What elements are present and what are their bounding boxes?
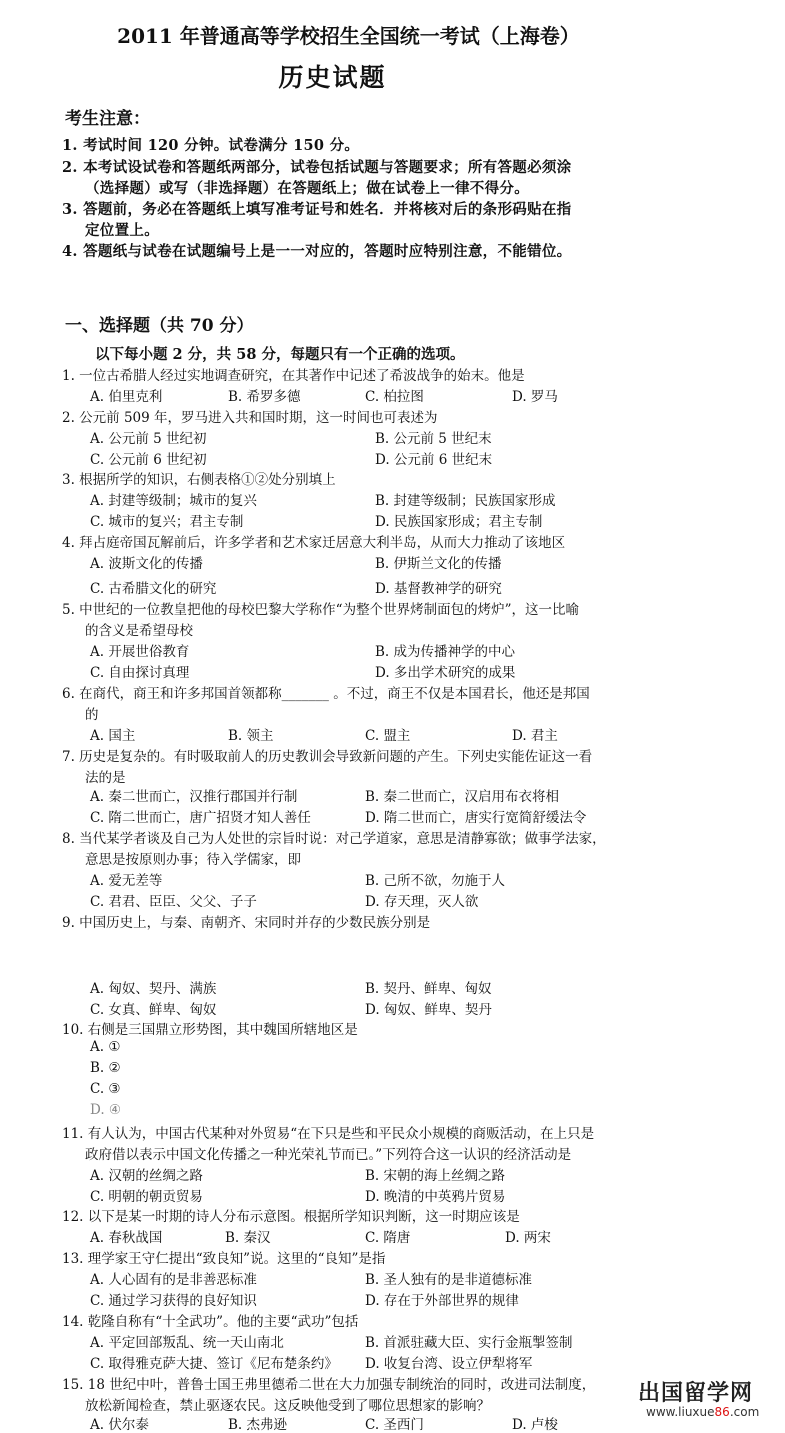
option-c: C. 明朝的朝贡贸易 <box>90 1189 203 1205</box>
option-b: B. 契丹、鲜卑、匈奴 <box>365 981 492 997</box>
notice-item: 2. 本考试设试卷和答题纸两部分，试卷包括试题与答题要求；所有答题必须涂 <box>62 159 572 176</box>
question-stem: 3. 根据所学的知识，右侧表格①②处分别填上 <box>62 472 336 488</box>
question-stem: 6. 在商代，商王和许多邦国首领都称_______ 。不过，商王不仅是本国君长，他还是邦国 <box>62 686 590 702</box>
section-title: 一、选择题（共 70 分） <box>65 316 254 336</box>
option-a: A. 国主 <box>90 728 136 744</box>
option-a: A. 波斯文化的传播 <box>90 556 203 572</box>
question-stem: 1. 一位古希腊人经过实地调查研究，在其著作中记述了希波战争的始末。他是 <box>62 368 525 384</box>
site-watermark <box>610 1373 785 1427</box>
question-stem-continued: 放松新闻检查，禁止驱逐农民。这反映他受到了哪位思想家的影响？ <box>85 1398 490 1414</box>
option-d: D. 晚清的中英鸦片贸易 <box>365 1189 506 1205</box>
option-d: D. 卢梭 <box>512 1417 558 1433</box>
exam-title: 2011 年普通高等学校招生全国统一考试（上海卷） <box>117 24 580 48</box>
option-c: C. ③ <box>90 1081 121 1097</box>
notice-item: 4. 答题纸与试卷在试题编号上是一一对应的，答题时应特别注意，不能错位。 <box>62 243 572 260</box>
section-instruction: 以下每小题 2 分，共 58 分，每题只有一个正确的选项。 <box>95 346 465 363</box>
option-b: B. 首派驻藏大臣、实行金瓶掣签制 <box>365 1335 573 1351</box>
option-b: B. 圣人独有的是非道德标准 <box>365 1272 533 1288</box>
option-c: C. 柏拉图 <box>365 389 424 405</box>
option-b: B. 秦汉 <box>225 1230 271 1246</box>
option-d: D. 多出学术研究的成果 <box>375 665 516 681</box>
notice-item: 3. 答题前，务必在答题纸上填写准考证号和姓名．并将核对后的条形码贴在指 <box>62 201 572 218</box>
option-b: B. 成为传播神学的中心 <box>375 644 516 660</box>
question-stem-continued: 的 <box>85 707 99 723</box>
option-d: D. 民族国家形成；君主专制 <box>375 514 543 530</box>
option-c: C. 取得雅克萨大捷、签订《尼布楚条约》 <box>90 1356 338 1372</box>
option-a: A. 爱无差等 <box>90 873 163 889</box>
question-stem: 8. 当代某学者谈及自己为人处世的宗旨时说：对己学道家，意思是清静寡欲；做事学法家， <box>62 831 606 847</box>
option-c: C. 盟主 <box>365 728 411 744</box>
notice-item: 1. 考试时间 120 分钟。试卷满分 150 分。 <box>62 137 360 154</box>
option-d: D. 隋二世而亡，唐实行宽简舒缓法令 <box>365 810 587 826</box>
option-a: A. 平定回部叛乱、统一天山南北 <box>90 1335 284 1351</box>
option-b: B. 领主 <box>228 728 274 744</box>
option-b: B. 杰弗逊 <box>228 1417 288 1433</box>
question-stem: 14. 乾隆自称有“十全武功”。他的主要“武功”包括 <box>62 1314 359 1330</box>
option-a: A. 秦二世而亡，汉推行郡国并行制 <box>90 789 298 805</box>
question-stem-continued: 法的是 <box>85 770 126 786</box>
option-b: B. ② <box>90 1060 121 1076</box>
question-stem: 7. 历史是复杂的。有时吸取前人的历史教训会导致新问题的产生。下列史实能佐证这一看 <box>62 749 593 765</box>
watermark-site-name: 出国留学网 <box>638 1381 754 1406</box>
option-c: C. 古希腊文化的研究 <box>90 581 217 597</box>
option-c: C. 女真、鲜卑、匈奴 <box>90 1002 217 1018</box>
option-d: D. 收复台湾、设立伊犁将军 <box>365 1356 533 1372</box>
option-b: B. 希罗多德 <box>228 389 301 405</box>
option-d: D. 君主 <box>512 728 558 744</box>
option-a: A. 春秋战国 <box>90 1230 163 1246</box>
question-stem: 15. 18 世纪中叶，普鲁士国王弗里德希二世在大力加强专制统治的同时，改进司法制度， <box>62 1377 596 1393</box>
option-d: D. 匈奴、鲜卑、契丹 <box>365 1002 492 1018</box>
option-d: D. 存天理，灭人欲 <box>365 894 479 910</box>
option-b: B. 公元前 5 世纪末 <box>375 431 492 447</box>
question-stem: 9. 中国历史上，与秦、南朝齐、宋同时并存的少数民族分别是 <box>62 915 431 931</box>
question-stem: 2. 公元前 509 年，罗马进入共和国时期，这一时间也可表述为 <box>62 410 438 426</box>
option-a: A. 公元前 5 世纪初 <box>90 431 207 447</box>
question-stem-continued: 政府借以表示中国文化传播之一种光荣礼节而已。”下列符合这一认识的经济活动是 <box>85 1147 572 1163</box>
option-c: C. 隋唐 <box>365 1230 411 1246</box>
option-d: D. ④ <box>90 1102 122 1118</box>
option-d: D. 基督教神学的研究 <box>375 581 502 597</box>
option-c: C. 圣西门 <box>365 1417 424 1433</box>
question-stem: 10. 右侧是三国鼎立形势图，其中魏国所辖地区是 <box>62 1022 358 1038</box>
option-c: C. 君君、臣臣、父父、子子 <box>90 894 257 910</box>
option-a: A. 伯里克利 <box>90 389 163 405</box>
question-stem: 11. 有人认为，中国古代某种对外贸易“在下只是些和平民众小规模的商贩活动，在上只是 <box>62 1126 595 1142</box>
option-b: B. 宋朝的海上丝绸之路 <box>365 1168 506 1184</box>
option-d: D. 存在于外部世界的规律 <box>365 1293 519 1309</box>
option-a: A. ① <box>90 1039 121 1055</box>
option-b: B. 封建等级制；民族国家形成 <box>375 493 556 509</box>
option-a: A. 开展世俗教育 <box>90 644 190 660</box>
option-a: A. 封建等级制；城市的复兴 <box>90 493 257 509</box>
watermark-url-number: 86 <box>714 1405 730 1419</box>
question-stem-continued: 的含义是希望母校 <box>85 623 193 639</box>
question-stem: 4. 拜占庭帝国瓦解前后，许多学者和艺术家迁居意大利半岛，从而大力推动了该地区 <box>62 535 566 551</box>
option-a: A. 人心固有的是非善恶标准 <box>90 1272 257 1288</box>
question-stem-continued: 意思是按原则办事；待入学儒家，即 <box>85 852 301 868</box>
watermark-url-suffix: .com <box>729 1405 760 1419</box>
option-c: C. 公元前 6 世纪初 <box>90 452 207 468</box>
notice-item: （选择题）或写（非选择题）在答题纸上；做在试卷上一律不得分。 <box>85 180 529 197</box>
notice-heading: 考生注意： <box>65 109 150 129</box>
option-b: B. 秦二世而亡，汉启用布衣将相 <box>365 789 560 805</box>
option-b: B. 伊斯兰文化的传播 <box>375 556 502 572</box>
option-a: A. 伏尔泰 <box>90 1417 149 1433</box>
question-stem: 13. 理学家王守仁提出“致良知”说。这里的“良知”是指 <box>62 1251 386 1267</box>
option-d: D. 公元前 6 世纪末 <box>375 452 493 468</box>
option-a: A. 匈奴、契丹、满族 <box>90 981 217 997</box>
question-stem: 12. 以下是某一时期的诗人分布示意图。根据所学知识判断，这一时期应该是 <box>62 1209 520 1225</box>
option-c: C. 自由探讨真理 <box>90 665 190 681</box>
option-c: C. 城市的复兴；君主专制 <box>90 514 244 530</box>
watermark-url <box>646 1405 759 1419</box>
subject-title: 历史试题 <box>278 63 387 92</box>
option-d: D. 两宋 <box>505 1230 551 1246</box>
notice-item: 定位置上。 <box>85 222 159 239</box>
watermark-url-prefix: www.liuxue <box>646 1405 715 1419</box>
option-b: B. 己所不欲，勿施于人 <box>365 873 506 889</box>
option-d: D. 罗马 <box>512 389 558 405</box>
option-c: C. 隋二世而亡，唐广招贤才知人善任 <box>90 810 311 826</box>
option-c: C. 通过学习获得的良好知识 <box>90 1293 257 1309</box>
option-a: A. 汉朝的丝绸之路 <box>90 1168 203 1184</box>
question-stem: 5. 中世纪的一位教皇把他的母校巴黎大学称作“为整个世界烤制面包的烤炉”，这一比喻 <box>62 602 579 618</box>
